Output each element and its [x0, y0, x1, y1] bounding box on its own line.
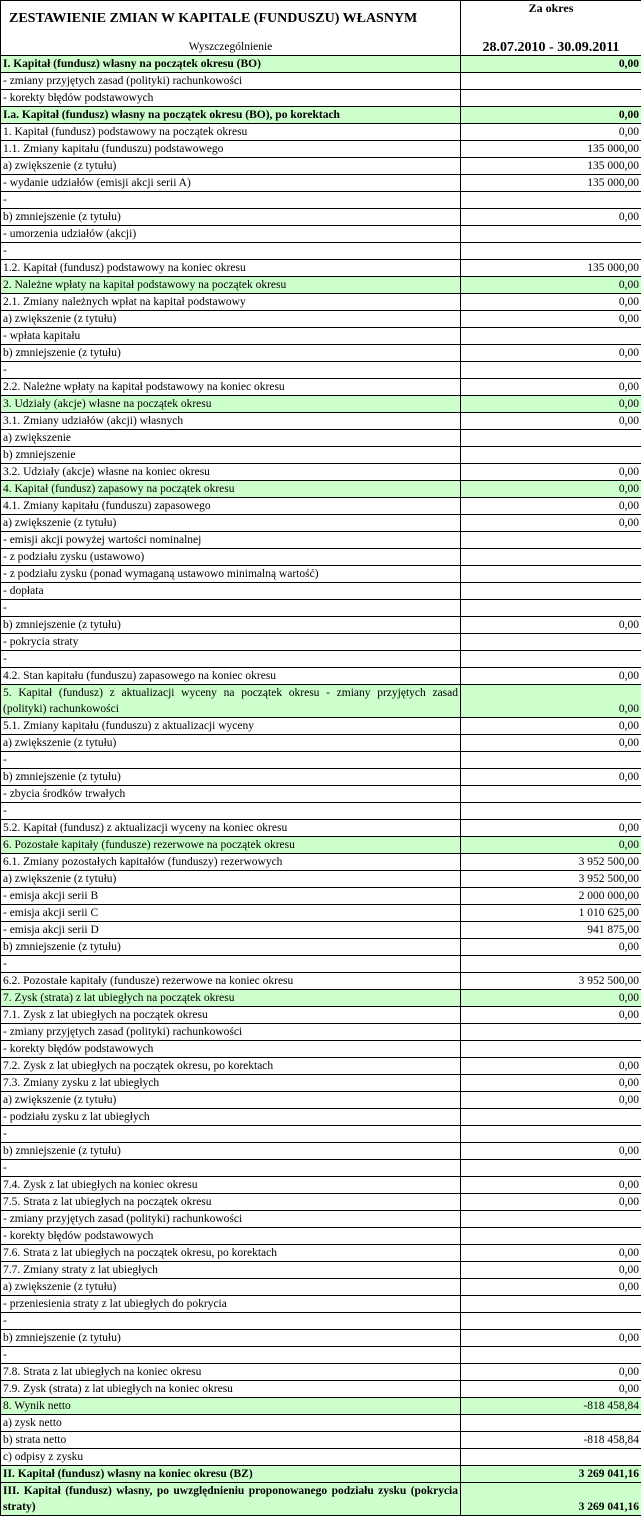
row-value: 3 952 500,00: [461, 871, 641, 888]
row-label: 5. Kapitał (fundusz) z aktualizacji wyceny na początek okresu - zmiany przyjętych zasad (polityki) rachunkowości: [1, 685, 461, 718]
row-label: -: [1, 243, 461, 260]
table-row: [1, 311, 641, 328]
row-label: II. Kapitał (fundusz) własny na koniec okresu (BZ): [1, 1466, 461, 1483]
table-row: [1, 854, 641, 871]
row-value: 3 269 041,16: [461, 1466, 641, 1483]
table-row: [1, 956, 641, 973]
row-value: 0,00: [461, 1330, 641, 1347]
table-row: [1, 803, 641, 820]
table-row: [1, 1109, 641, 1126]
row-value: 135 000,00: [461, 260, 641, 277]
table-row: [1, 1177, 641, 1194]
column-header-row: [1, 35, 641, 56]
table-row: [1, 668, 641, 685]
row-value: 0,00: [461, 1075, 641, 1092]
table-row: [1, 1381, 641, 1398]
row-label: 7.3. Zmiany zysku z lat ubiegłych: [1, 1075, 461, 1092]
table-row: [1, 328, 641, 345]
row-label: - podziału zysku z lat ubiegłych: [1, 1109, 461, 1126]
row-value: 941 875,00: [461, 922, 641, 939]
table-row: [1, 1296, 641, 1313]
row-label: - z podziału zysku (ponad wymaganą ustawowo minimalną wartość): [1, 566, 461, 583]
row-label: - pokrycia straty: [1, 634, 461, 651]
row-label: III. Kapitał (fundusz) własny, po uwzględnieniu proponowanego podziału zysku (pokrycia straty): [1, 1483, 461, 1516]
row-value: 0,00: [461, 379, 641, 396]
row-value: 0,00: [461, 668, 641, 685]
row-value: [461, 1126, 641, 1143]
table-row: [1, 1041, 641, 1058]
table-row: [1, 345, 641, 362]
row-label: -: [1, 1160, 461, 1177]
row-value: [461, 243, 641, 260]
row-label: b) strata netto: [1, 1432, 461, 1449]
table-row: [1, 871, 641, 888]
row-label: b) zmniejszenie (z tytułu): [1, 1143, 461, 1160]
row-value: 0,00: [461, 939, 641, 956]
row-label: 1.2. Kapitał (fundusz) podstawowy na koniec okresu: [1, 260, 461, 277]
row-label: 4. Kapitał (fundusz) zapasowy na początek okresu: [1, 481, 461, 498]
row-value: [461, 362, 641, 379]
row-label: -: [1, 192, 461, 209]
table-row: [1, 1143, 641, 1160]
row-value: 0,00: [461, 769, 641, 786]
row-label: - emisji akcji powyżej wartości nominalnej: [1, 532, 461, 549]
row-label: - korekty błędów podstawowych: [1, 1228, 461, 1245]
row-value: 0,00: [461, 277, 641, 294]
table-row: [1, 90, 641, 107]
table-row: [1, 1279, 641, 1296]
row-value: 0,00: [461, 1058, 641, 1075]
table-row: [1, 1449, 641, 1466]
row-label: 7.7. Zmiany straty z lat ubiegłych: [1, 1262, 461, 1279]
row-value: 0,00: [461, 990, 641, 1007]
table-row: [1, 430, 641, 447]
table-row: [1, 532, 641, 549]
row-value: 0,00: [461, 107, 641, 124]
row-label: -: [1, 803, 461, 820]
row-value: 0,00: [461, 396, 641, 413]
row-label: a) zwiększenie (z tytułu): [1, 515, 461, 532]
row-label: b) zmniejszenie (z tytułu): [1, 1330, 461, 1347]
table-row: [1, 973, 641, 990]
row-label: 6.1. Zmiany pozostałych kapitałów (funduszy) rezerwowych: [1, 854, 461, 871]
row-label: -: [1, 651, 461, 668]
row-value: [461, 1313, 641, 1330]
row-value: 135 000,00: [461, 141, 641, 158]
table-row: [1, 1313, 641, 1330]
table-row: [1, 124, 641, 141]
row-label: a) zwiększenie (z tytułu): [1, 158, 461, 175]
row-label: -: [1, 1313, 461, 1330]
row-label: a) zwiększenie: [1, 430, 461, 447]
table-row: [1, 141, 641, 158]
row-label: 6. Pozostałe kapitały (fundusze) rezerwowe na początek okresu: [1, 837, 461, 854]
row-value: [461, 430, 641, 447]
row-label: - wpłata kapitału: [1, 328, 461, 345]
row-value: [461, 600, 641, 617]
table-row: [1, 566, 641, 583]
row-label: - wydanie udziałów (emisji akcji serii A): [1, 175, 461, 192]
row-label: b) zmniejszenie (z tytułu): [1, 769, 461, 786]
table-row: [1, 515, 641, 532]
row-value: [461, 1296, 641, 1313]
table-row: [1, 990, 641, 1007]
table-row: [1, 786, 641, 803]
row-label: 7.9. Zysk (strata) z lat ubiegłych na koniec okresu: [1, 1381, 461, 1398]
title-row: [1, 1, 641, 36]
row-label: - umorzenia udziałów (akcji): [1, 226, 461, 243]
table-row: [1, 107, 641, 124]
row-value: [461, 1347, 641, 1364]
table-row: [1, 651, 641, 668]
table-row: [1, 260, 641, 277]
row-label: 1.1. Zmiany kapitału (funduszu) podstawowego: [1, 141, 461, 158]
table-row: [1, 158, 641, 175]
table-row: [1, 481, 641, 498]
row-label: a) zwiększenie (z tytułu): [1, 735, 461, 752]
table-row: [1, 277, 641, 294]
row-value: 0,00: [461, 1262, 641, 1279]
row-value: 0,00: [461, 413, 641, 430]
row-value: [461, 786, 641, 803]
table-row: [1, 583, 641, 600]
row-label: - z podziału zysku (ustawowo): [1, 549, 461, 566]
row-value: 1 010 625,00: [461, 905, 641, 922]
row-value: -818 458,84: [461, 1432, 641, 1449]
row-label: - zmiany przyjętych zasad (polityki) rachunkowości: [1, 1211, 461, 1228]
row-label: a) zwiększenie (z tytułu): [1, 1092, 461, 1109]
row-label: 7.1. Zysk z lat ubiegłych na początek okresu: [1, 1007, 461, 1024]
row-value: [461, 447, 641, 464]
row-value: 0,00: [461, 1092, 641, 1109]
table-row: [1, 1262, 641, 1279]
row-label: 3. Udziały (akcje) własne na początek okresu: [1, 396, 461, 413]
table-row: [1, 1092, 641, 1109]
row-label: b) zmniejszenie (z tytułu): [1, 345, 461, 362]
row-value: 0,00: [461, 481, 641, 498]
period-label: Za okres: [461, 1, 641, 36]
row-label: -: [1, 1126, 461, 1143]
row-value: [461, 549, 641, 566]
row-label: 1. Kapitał (fundusz) podstawowy na początek okresu: [1, 124, 461, 141]
row-value: [461, 73, 641, 90]
table-row: [1, 447, 641, 464]
table-row: [1, 226, 641, 243]
period-range: 28.07.2010 - 30.09.2011: [461, 35, 641, 56]
row-value: [461, 634, 641, 651]
row-value: [461, 566, 641, 583]
table-row: [1, 939, 641, 956]
row-label: -: [1, 600, 461, 617]
row-value: [461, 328, 641, 345]
row-label: 3.1. Zmiany udziałów (akcji) własnych: [1, 413, 461, 430]
row-label: 7.4. Zysk z lat ubiegłych na koniec okresu: [1, 1177, 461, 1194]
row-value: [461, 803, 641, 820]
table-row: [1, 1024, 641, 1041]
row-label: - korekty błędów podstawowych: [1, 1041, 461, 1058]
row-value: 0,00: [461, 837, 641, 854]
table-row: [1, 379, 641, 396]
row-value: 0,00: [461, 209, 641, 226]
table-row: [1, 1415, 641, 1432]
row-label: - zbycia środków trwałych: [1, 786, 461, 803]
table-row: [1, 820, 641, 837]
table-row: [1, 192, 641, 209]
table-row: [1, 1330, 641, 1347]
row-label: -: [1, 362, 461, 379]
row-value: [461, 1109, 641, 1126]
table-row: [1, 1211, 641, 1228]
row-label: 4.1. Zmiany kapitału (funduszu) zapasowego: [1, 498, 461, 515]
table-row: [1, 413, 641, 430]
column-label: Wyszczególnienie: [1, 35, 461, 56]
row-label: 7.8. Strata z lat ubiegłych na koniec okresu: [1, 1364, 461, 1381]
row-value: 0,00: [461, 1279, 641, 1296]
row-value: 0,00: [461, 718, 641, 735]
row-label: a) zwiększenie (z tytułu): [1, 1279, 461, 1296]
row-label: -: [1, 752, 461, 769]
table-row: [1, 1228, 641, 1245]
row-label: c) odpisy z zysku: [1, 1449, 461, 1466]
statement-title: ZESTAWIENIE ZMIAN W KAPITALE (FUNDUSZU) WŁASNYM: [1, 1, 461, 36]
table-row: [1, 1245, 641, 1262]
row-label: b) zmniejszenie (z tytułu): [1, 939, 461, 956]
row-label: - dopłata: [1, 583, 461, 600]
row-value: [461, 1024, 641, 1041]
row-value: [461, 1041, 641, 1058]
row-label: 6.2. Pozostałe kapitały (fundusze) rezerwowe na koniec okresu: [1, 973, 461, 990]
row-label: - emisja akcji serii C: [1, 905, 461, 922]
table-row: [1, 73, 641, 90]
table-row: [1, 905, 641, 922]
row-value: -818 458,84: [461, 1398, 641, 1415]
row-label: I.a. Kapitał (fundusz) własny na początek okresu (BO), po korektach: [1, 107, 461, 124]
row-label: b) zmniejszenie: [1, 447, 461, 464]
row-value: 0,00: [461, 124, 641, 141]
row-value: [461, 583, 641, 600]
table-row: [1, 600, 641, 617]
row-label: - emisja akcji serii D: [1, 922, 461, 939]
table-row: [1, 922, 641, 939]
table-row: [1, 1194, 641, 1211]
row-value: [461, 752, 641, 769]
table-row: [1, 1160, 641, 1177]
table-row: [1, 498, 641, 515]
row-label: - emisja akcji serii B: [1, 888, 461, 905]
table-row: [1, 56, 641, 73]
row-value: [461, 192, 641, 209]
row-value: 0,00: [461, 1143, 641, 1160]
row-label: I. Kapitał (fundusz) własny na początek okresu (BO): [1, 56, 461, 73]
row-label: 2.2. Należne wpłaty na kapitał podstawowy na koniec okresu: [1, 379, 461, 396]
row-label: 4.2. Stan kapitału (funduszu) zapasowego na koniec okresu: [1, 668, 461, 685]
row-value: 0,00: [461, 464, 641, 481]
table-row: [1, 243, 641, 260]
row-label: 3.2. Udziały (akcje) własne na koniec okresu: [1, 464, 461, 481]
row-label: 7.5. Strata z lat ubiegłych na początek okresu: [1, 1194, 461, 1211]
row-value: 0,00: [461, 617, 641, 634]
row-label: -: [1, 1347, 461, 1364]
row-label: a) zwiększenie (z tytułu): [1, 311, 461, 328]
row-value: [461, 226, 641, 243]
table-row: [1, 888, 641, 905]
row-label: 5.2. Kapitał (fundusz) z aktualizacji wyceny na koniec okresu: [1, 820, 461, 837]
row-value: [461, 1415, 641, 1432]
table-row: [1, 1347, 641, 1364]
row-value: [461, 90, 641, 107]
row-value: 0,00: [461, 56, 641, 73]
table-row: [1, 1075, 641, 1092]
row-label: 8. Wynik netto: [1, 1398, 461, 1415]
row-label: 7.6. Strata z lat ubiegłych na początek okresu, po korektach: [1, 1245, 461, 1262]
row-value: 0,00: [461, 820, 641, 837]
row-value: 135 000,00: [461, 158, 641, 175]
table-row: [1, 362, 641, 379]
row-label: -: [1, 956, 461, 973]
table-row: [1, 685, 641, 718]
row-label: 2.1. Zmiany należnych wpłat na kapitał podstawowy: [1, 294, 461, 311]
row-value: 135 000,00: [461, 175, 641, 192]
row-value: 0,00: [461, 685, 641, 718]
table-row: [1, 209, 641, 226]
row-label: - przeniesienia straty z lat ubiegłych do pokrycia: [1, 1296, 461, 1313]
row-value: 0,00: [461, 311, 641, 328]
table-row: [1, 735, 641, 752]
table-row: [1, 175, 641, 192]
row-value: [461, 1160, 641, 1177]
row-value: 0,00: [461, 1194, 641, 1211]
table-row: [1, 1058, 641, 1075]
row-label: - zmiany przyjętych zasad (polityki) rachunkowości: [1, 1024, 461, 1041]
table-row: [1, 718, 641, 735]
row-value: 0,00: [461, 345, 641, 362]
row-value: 0,00: [461, 498, 641, 515]
table-row: [1, 617, 641, 634]
table-row: [1, 837, 641, 854]
row-value: 0,00: [461, 1007, 641, 1024]
table-row: [1, 1483, 641, 1516]
row-value: 0,00: [461, 515, 641, 532]
table-row: [1, 1466, 641, 1483]
row-value: [461, 1449, 641, 1466]
row-value: [461, 651, 641, 668]
row-value: 2 000 000,00: [461, 888, 641, 905]
table-row: [1, 396, 641, 413]
table-row: [1, 634, 641, 651]
row-label: 7.2. Zysk z lat ubiegłych na początek okresu, po korektach: [1, 1058, 461, 1075]
row-label: - korekty błędów podstawowych: [1, 90, 461, 107]
table-row: [1, 1364, 641, 1381]
row-value: [461, 532, 641, 549]
table-row: [1, 549, 641, 566]
table-row: [1, 1007, 641, 1024]
table-row: [1, 1432, 641, 1449]
row-value: [461, 1228, 641, 1245]
row-label: 7. Zysk (strata) z lat ubiegłych na początek okresu: [1, 990, 461, 1007]
table-row: [1, 294, 641, 311]
row-label: 2. Należne wpłaty na kapitał podstawowy na początek okresu: [1, 277, 461, 294]
row-value: 3 952 500,00: [461, 854, 641, 871]
row-value: [461, 1211, 641, 1228]
row-value: 0,00: [461, 1364, 641, 1381]
row-label: b) zmniejszenie (z tytułu): [1, 209, 461, 226]
row-value: 3 269 041,16: [461, 1483, 641, 1516]
row-value: 0,00: [461, 1177, 641, 1194]
row-value: [461, 956, 641, 973]
table-row: [1, 464, 641, 481]
row-value: 0,00: [461, 294, 641, 311]
row-label: b) zmniejszenie (z tytułu): [1, 617, 461, 634]
table-row: [1, 752, 641, 769]
row-label: - zmiany przyjętych zasad (polityki) rachunkowości: [1, 73, 461, 90]
row-label: a) zwiększenie (z tytułu): [1, 871, 461, 888]
row-label: a) zysk netto: [1, 1415, 461, 1432]
table-row: [1, 1126, 641, 1143]
row-label: 5.1. Zmiany kapitału (funduszu) z aktualizacji wyceny: [1, 718, 461, 735]
row-value: 0,00: [461, 1245, 641, 1262]
row-value: 0,00: [461, 1381, 641, 1398]
row-value: 0,00: [461, 735, 641, 752]
table-row: [1, 1398, 641, 1415]
table-row: [1, 769, 641, 786]
row-value: 3 952 500,00: [461, 973, 641, 990]
